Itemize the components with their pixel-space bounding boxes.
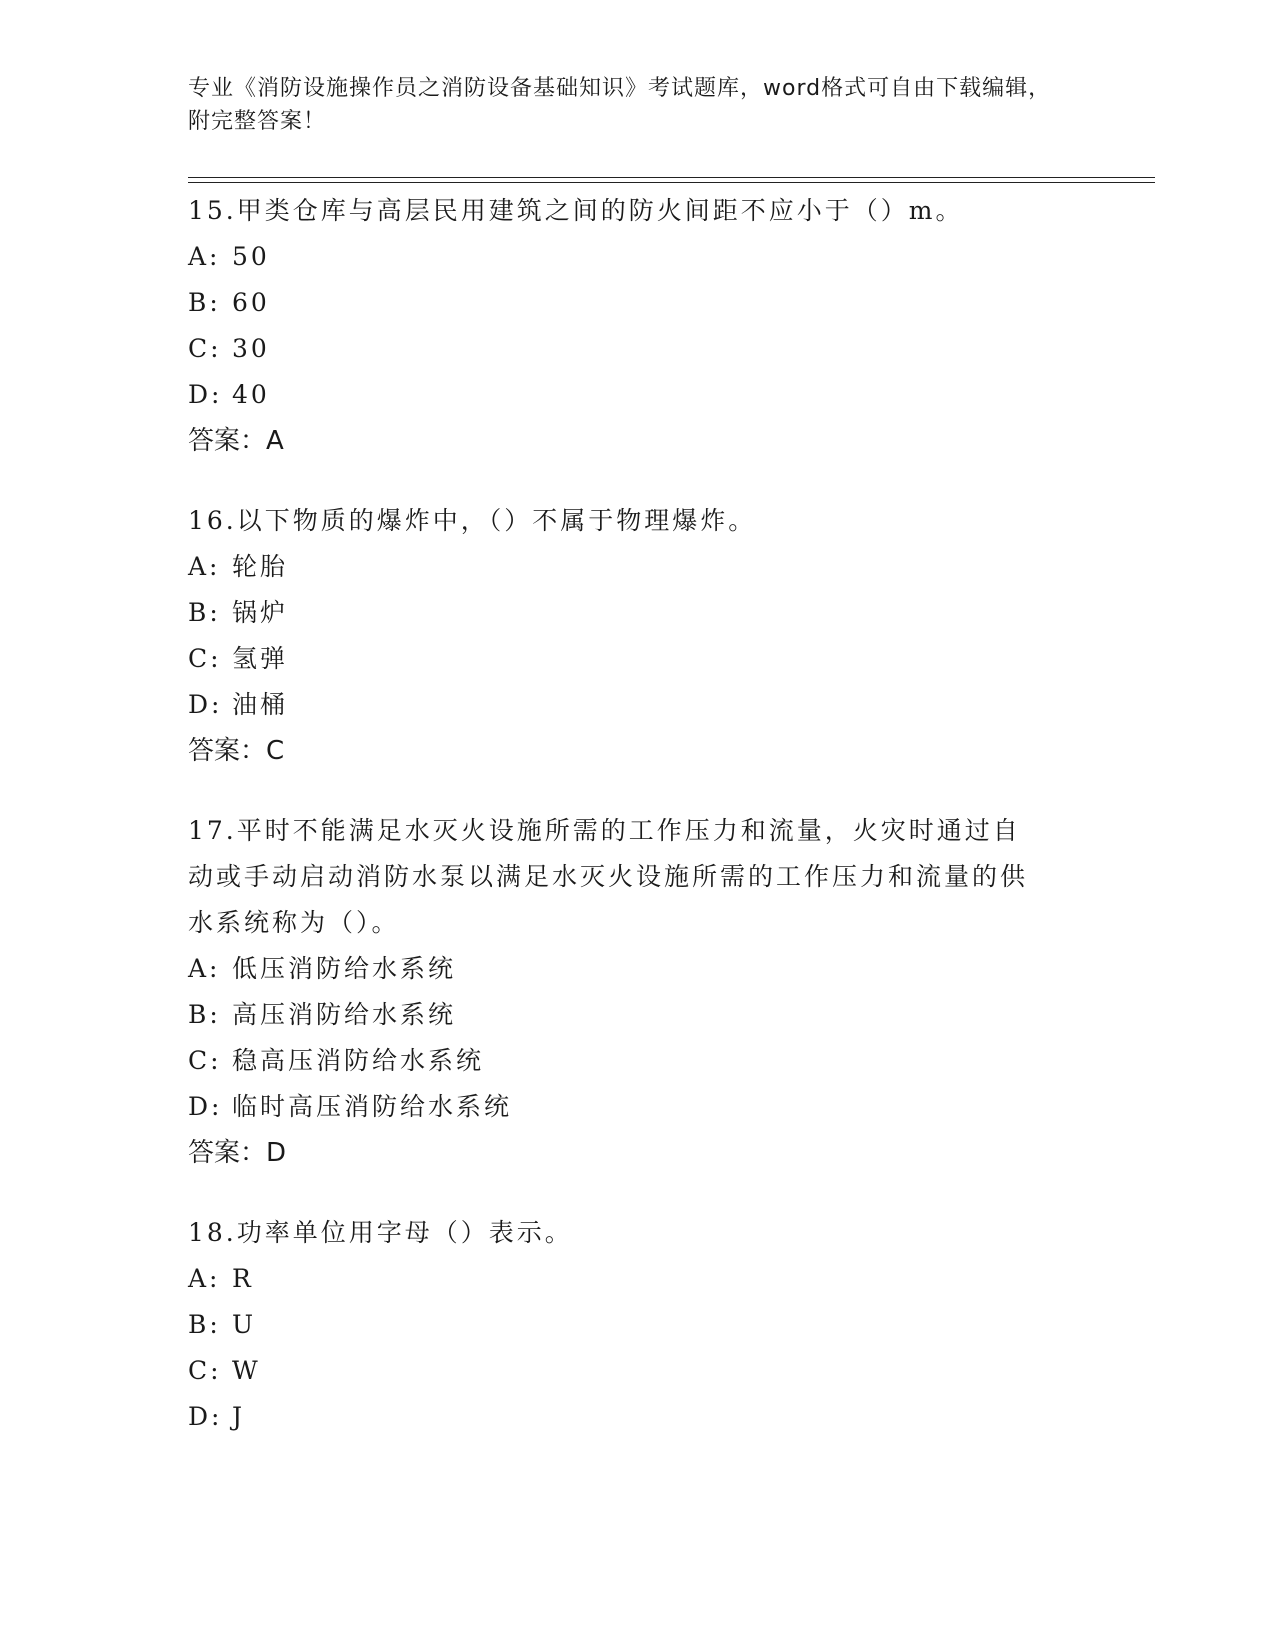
option-c bbox=[188, 1038, 1088, 1084]
option-letter: B: bbox=[188, 1310, 221, 1339]
option-text: 30 bbox=[232, 334, 270, 363]
answer-line: 答案：D bbox=[188, 1138, 287, 1168]
option-d bbox=[188, 1394, 1088, 1440]
option-letter: D: bbox=[188, 1092, 223, 1121]
option-letter: B: bbox=[188, 288, 221, 317]
option-b bbox=[188, 590, 1088, 636]
option-text: 低压消防给水系统 bbox=[232, 954, 457, 983]
option-letter: B: bbox=[188, 598, 221, 627]
option-text: 临时高压消防给水系统 bbox=[232, 1092, 513, 1121]
option-text: 高压消防给水系统 bbox=[232, 1000, 457, 1029]
question-stem: 18.功率单位用字母（）表示。 bbox=[188, 1218, 573, 1247]
document-header: 专业《消防设施操作员之消防设备基础知识》考试题库，word格式可自由下载编辑，附完整答案！ bbox=[188, 76, 1052, 134]
option-c bbox=[188, 326, 1088, 372]
option-letter: A: bbox=[188, 242, 221, 271]
option-a bbox=[188, 234, 1088, 280]
question-stem: 15.甲类仓库与高层民用建筑之间的防火间距不应小于（）m。 bbox=[188, 196, 964, 225]
option-text: 氢弹 bbox=[232, 644, 289, 673]
option-text: 油桶 bbox=[232, 690, 289, 719]
option-letter: D: bbox=[188, 380, 223, 409]
question-16 bbox=[188, 498, 1088, 774]
option-text: R bbox=[232, 1264, 254, 1293]
option-d bbox=[188, 1084, 1088, 1130]
option-letter: C: bbox=[188, 644, 222, 673]
header-rule-top bbox=[188, 177, 1155, 178]
option-a bbox=[188, 946, 1088, 992]
option-b bbox=[188, 1302, 1088, 1348]
option-letter: D: bbox=[188, 690, 223, 719]
option-text: 稳高压消防给水系统 bbox=[232, 1046, 485, 1075]
option-a bbox=[188, 1256, 1088, 1302]
question-stem: 16.以下物质的爆炸中，（）不属于物理爆炸。 bbox=[188, 506, 757, 535]
question-17 bbox=[188, 808, 1088, 1176]
option-letter: D: bbox=[188, 1402, 223, 1431]
answer-line: 答案：A bbox=[188, 426, 284, 456]
answer-line: 答案：C bbox=[188, 736, 285, 766]
option-letter: B: bbox=[188, 1000, 221, 1029]
option-text: U bbox=[232, 1310, 257, 1339]
option-d bbox=[188, 372, 1088, 418]
question-18 bbox=[188, 1210, 1088, 1440]
option-text: 50 bbox=[232, 242, 270, 271]
option-letter: C: bbox=[188, 1046, 222, 1075]
option-d bbox=[188, 682, 1088, 728]
option-text: W bbox=[232, 1356, 261, 1385]
option-letter: C: bbox=[188, 334, 222, 363]
question-stem: 17.平时不能满足水灭火设施所需的工作压力和流量，火灾时通过自动或手动启动消防水泵以满足水灭火设施所需的工作压力和流量的供水系统称为（）。 bbox=[188, 816, 1029, 937]
option-text: J bbox=[232, 1402, 246, 1431]
option-text: 40 bbox=[232, 380, 270, 409]
option-b bbox=[188, 992, 1088, 1038]
option-b bbox=[188, 280, 1088, 326]
option-letter: C: bbox=[188, 1356, 222, 1385]
option-c bbox=[188, 1348, 1088, 1394]
question-15 bbox=[188, 188, 1088, 464]
question-list bbox=[188, 188, 1088, 1474]
option-letter: A: bbox=[188, 1264, 221, 1293]
option-c bbox=[188, 636, 1088, 682]
option-text: 60 bbox=[232, 288, 270, 317]
option-text: 轮胎 bbox=[232, 552, 289, 581]
option-letter: A: bbox=[188, 552, 221, 581]
option-a bbox=[188, 544, 1088, 590]
option-text: 锅炉 bbox=[232, 598, 289, 627]
header-rule-bottom bbox=[188, 182, 1155, 183]
option-letter: A: bbox=[188, 954, 221, 983]
